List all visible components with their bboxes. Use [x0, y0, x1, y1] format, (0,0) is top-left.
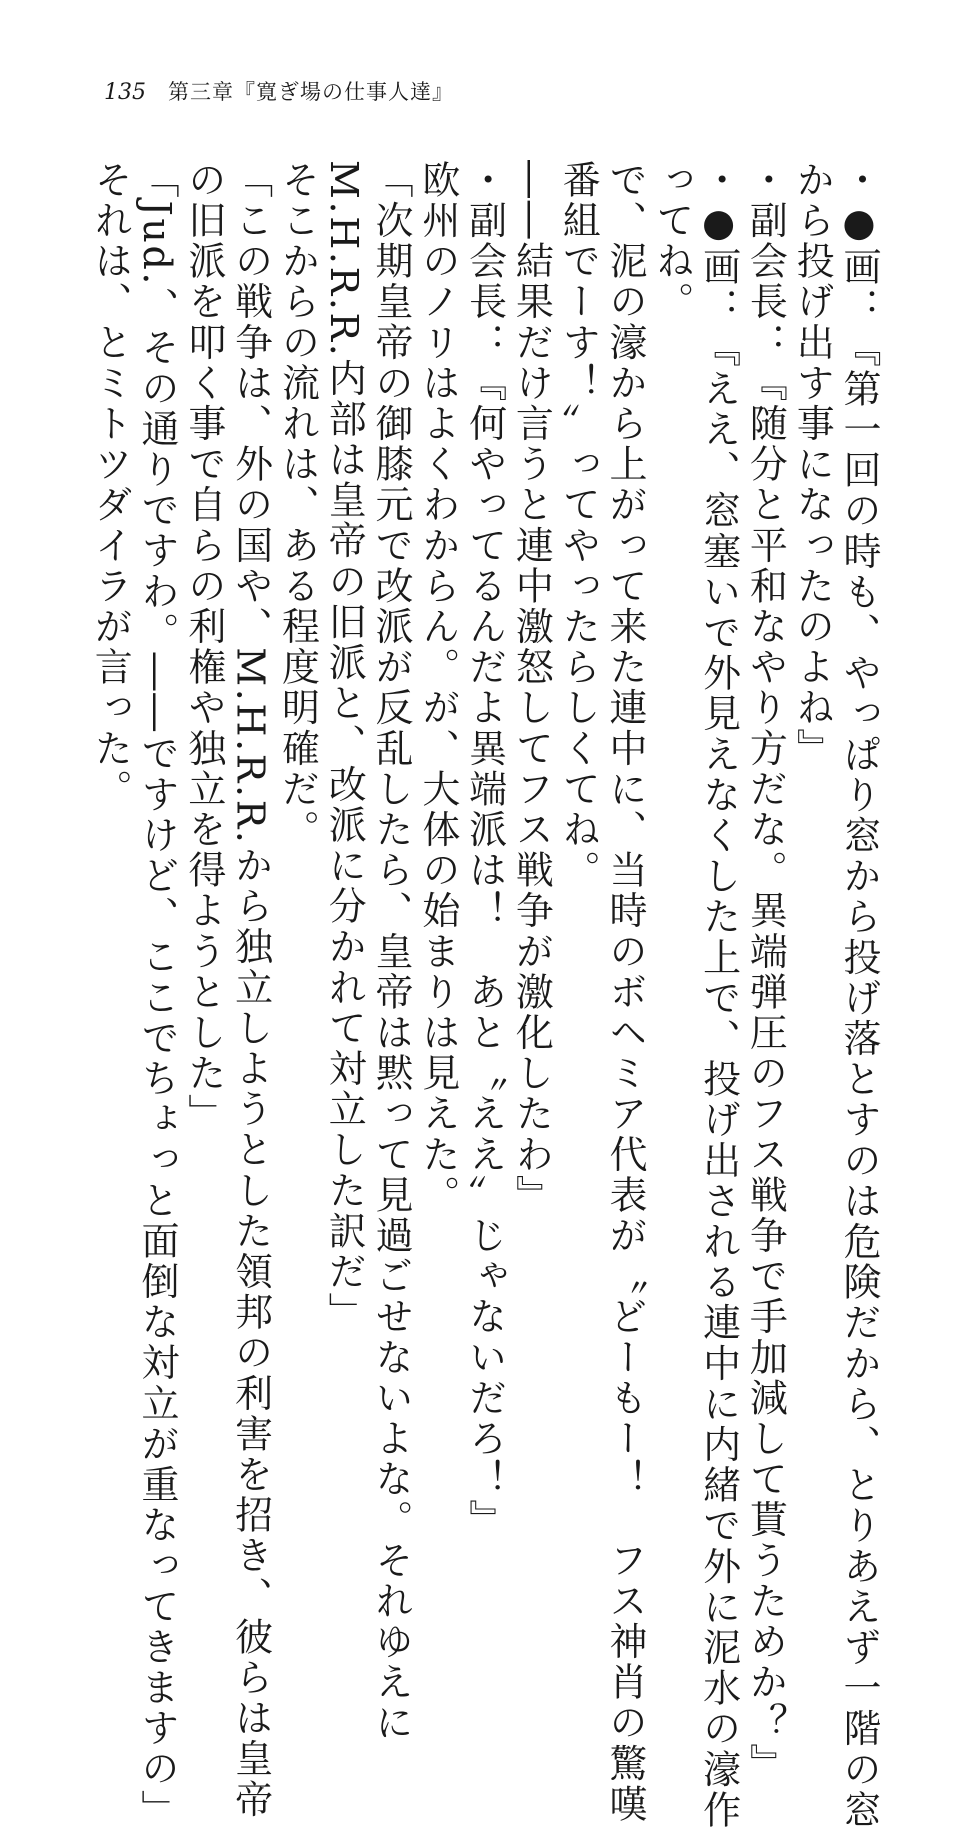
text-line: 欧州のノリはよくわからん。が、大体の始まりは見えた。 — [415, 160, 460, 1216]
text-line: で、泥の濠から上がって来た連中に、当時のボヘミア代表が〝どーもー！ フス神肖の驚嘆 — [603, 160, 648, 1825]
text-line: M.H.R.R.内部は皇帝の旧派と、改派に分かれて対立した訳だ」 — [322, 160, 367, 1333]
text-line: ってね。 — [649, 160, 694, 323]
text-line: 番組でーす！〟ってやったらしくてね。 — [556, 160, 601, 891]
text-line: から投げ出す事になったのよね』 — [790, 160, 835, 769]
text-line: それは、とミトツダイラが言った。 — [88, 160, 133, 810]
body-text — [88, 160, 882, 1831]
text-line: ・副会長：『何やってるんだよ異端派は！ あと〝ええ〟じゃないだろ！』 — [462, 160, 507, 1541]
text-line: ・●画：『ええ、窓塞いで外見えなくした上で、投げ出される連中に内緒で外に泥水の濠作 — [696, 160, 741, 1831]
text-line: そこからの流れは、ある程度明確だ。 — [275, 160, 320, 851]
text-line: 「この戦争は、外の国や、M.H.R.R.から独立しようとした領邦の利害を招き、彼らは皇帝 — [228, 160, 273, 1820]
text-line: の旧派を叩く事で自らの利権や独立を得ようとした」 — [181, 160, 226, 1135]
chapter-title: 第三章『寛ぎ場の仕事人達』 — [168, 80, 454, 104]
page-number: 135 — [104, 80, 146, 105]
text-line: 「Jud.、その通りですわ。――ですけど、ここでちょっと面倒な対立が重なってきますの」 — [135, 160, 180, 1830]
text-line: 「次期皇帝の御膝元で改派が反乱したら、皇帝は黙って見過ごせないよな。それゆえに — [369, 160, 414, 1744]
text-line: ・副会長：『随分と平和なやり方だな。異端弾圧のフス戦争で手加減して貰うためか？』 — [743, 160, 788, 1784]
text-line: ――結果だけ言うと連中激怒してフス戦争が激化したわ』 — [509, 160, 554, 1216]
page-header — [104, 76, 454, 104]
text-line: ・●画：『第一回の時も、やっぱり窓から投げ落とすのは危険だから、とりあえず一階の窓 — [837, 160, 881, 1831]
